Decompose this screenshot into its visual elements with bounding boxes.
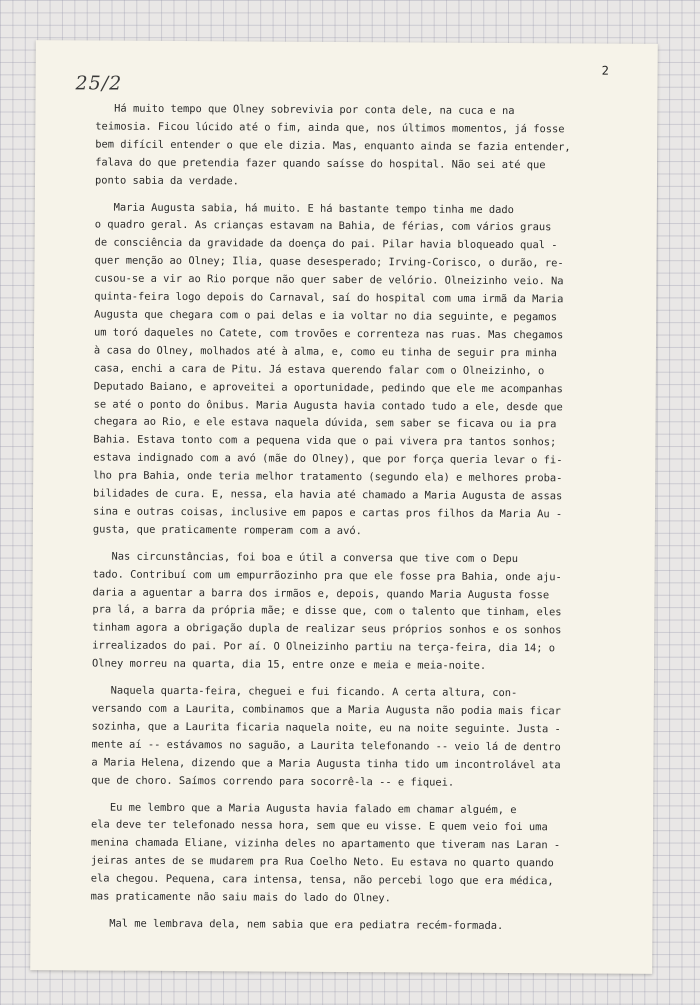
body-text <box>90 100 635 936</box>
text-line: Bahia. Estava tonto com a pequena vida que o pai vivera pra tantos sonhos; <box>93 433 557 449</box>
text-line: ponto sabia da verdade. <box>94 174 239 187</box>
text-line: versando com a Laurita, combinamos que a Maria Augusta não podia mais ficar <box>91 702 561 718</box>
text-line: Naquela quarta-feira, cheguei e fui ficando. A certa altura, con- <box>91 684 518 700</box>
typewritten-page <box>30 40 658 974</box>
text-line: sozinha, que a Laurita ficaria naquela noite, eu na noite seguinte. Justa - <box>91 720 561 736</box>
text-line: cusou-se a vir ao Rio porque não quer saber de velório. Olneizinho veio. Na <box>94 272 564 288</box>
text-line: Nas circunstâncias, foi boa e útil a conversa que tive com o Depu <box>92 550 519 565</box>
text-line: mas praticamente não saiu mais do lado do Olney. <box>90 890 391 905</box>
text-line: pra lá, a barra da própria mãe; e disse que, com o talento que tinham, eles <box>92 603 562 619</box>
text-line: bilidades de cura. E, nessa, ela havia até chamado a Maria Augusta de assas <box>93 487 563 503</box>
text-line: estava indignado com a avó (mãe do Olney), que por força queria levar o fi- <box>93 451 563 467</box>
text-line: teimosia. Ficou lúcido até o fim, ainda que, nos últimos momentos, já fosse <box>95 120 565 136</box>
text-line: Deputado Baiano, e aproveitei a oportunidade, pedindo que ele me acompanhas <box>93 380 563 395</box>
paragraph <box>91 799 632 910</box>
text-line: ela chegou. Pequena, cara intensa, tensa, não percebi logo que era médica, <box>90 872 554 888</box>
text-line: Olney morreu na quarta, dia 15, entre onze e meia e meia-noite. <box>92 657 487 673</box>
text-line: a Maria Helena, dizendo que a Maria Augusta tinha tido um incontrolável ata <box>91 756 561 772</box>
text-line: chegara ao Rio, e ele estava naquela dúvida, sem saber se ficava ou ia pra <box>93 415 557 431</box>
text-line: quer menção ao Olney; Ilia, quase desesperado; Irving-Corisco, o durão, re- <box>94 254 564 270</box>
text-line: se até o ponto do ônibus. Maria Augusta havia contado tudo a ele, desde que <box>93 397 563 413</box>
paragraph <box>92 548 633 677</box>
text-line: Maria Augusta sabia, há muito. E há bastante tempo tinha me dado <box>94 201 514 216</box>
handwritten-date-note: 25/2 <box>75 72 123 95</box>
text-line: o quadro geral. As crianças estavam na Bahia, de férias, com vários graus <box>94 218 552 234</box>
text-line: tado. Contribuí com um empurrãozinho pra que ele fosse pra Bahia, onde aju- <box>92 568 562 583</box>
text-line: Augusta que chegara com o pai delas e ia voltar no dia seguinte, e pegamos <box>94 308 558 324</box>
text-line: sina e outras coisas, inclusive em papos e cartas pros filhos da Maria Au - <box>92 505 563 521</box>
text-line: mente aí -- estávamos no saguão, a Laurita telefonando -- veio lá de dentro <box>91 738 561 754</box>
text-line: falava do que pretendia fazer quando saísse do hospital. Não sei até que <box>95 156 546 171</box>
paragraph <box>95 100 636 193</box>
text-line: tinham agora a obrigação dupla de realizar seus próprios sonhos e os sonhos <box>92 621 562 637</box>
text-line: que de choro. Saímos correndo para socorrê-la -- e fiquei. <box>91 774 455 789</box>
text-line: jeiras antes de se mudarem pra Rua Coelho Neto. Eu estava no quarto quando <box>90 854 554 870</box>
text-line: de consciência da gravidade da doença do pai. Pilar havia bloqueado qual - <box>94 236 558 252</box>
text-line: casa, enchi a cara de Pitu. Já estava querendo falar com o Olneizinho, o <box>93 362 545 377</box>
text-line: à casa do Olney, molhados até à alma, e, como eu tinha de seguir pra minha <box>93 344 557 360</box>
paragraph <box>93 199 635 543</box>
text-line: lho pra Bahia, onde teria melhor tratamento (segundo ela) e melhores proba- <box>93 469 563 485</box>
text-line: Há muito tempo que Olney sobrevivia por conta dele, na cuca e na <box>95 102 515 118</box>
text-line: Eu me lembro que a Maria Augusta havia falado em chamar alguém, e <box>91 800 517 816</box>
text-line: um toró daqueles no Catete, com trovões e correnteza nas ruas. Mas chegamos <box>94 326 564 342</box>
text-line: daria a aguentar a barra dos irmãos e, depois, quando Maria Augusta fosse <box>92 586 550 601</box>
text-line: gusta, que praticamente romperam com a avó. <box>92 523 362 537</box>
text-line: Mal me lembrava dela, nem sabia que era pediatra recém-formada. <box>90 917 504 932</box>
text-line: bem difícil entender o que ele dizia. Mas, enquanto ainda se fazia entender, <box>95 138 571 154</box>
text-line: menina chamada Eliane, vizinha deles no apartamento que tiveram nas Laran - <box>90 836 561 852</box>
page-number: 2 <box>601 63 609 78</box>
text-line: quinta-feira logo depois do Carnaval, saí do hospital com uma irmã da Maria <box>94 290 564 306</box>
paragraph <box>90 915 630 936</box>
text-line: irrealizados do pai. Por aí. O Olneizinho partiu na terça-feira, dia 14; o <box>92 639 556 655</box>
paragraph <box>91 683 632 794</box>
text-line: ela deve ter telefonado nessa hora, sem que eu visse. E quem veio foi uma <box>91 818 548 834</box>
